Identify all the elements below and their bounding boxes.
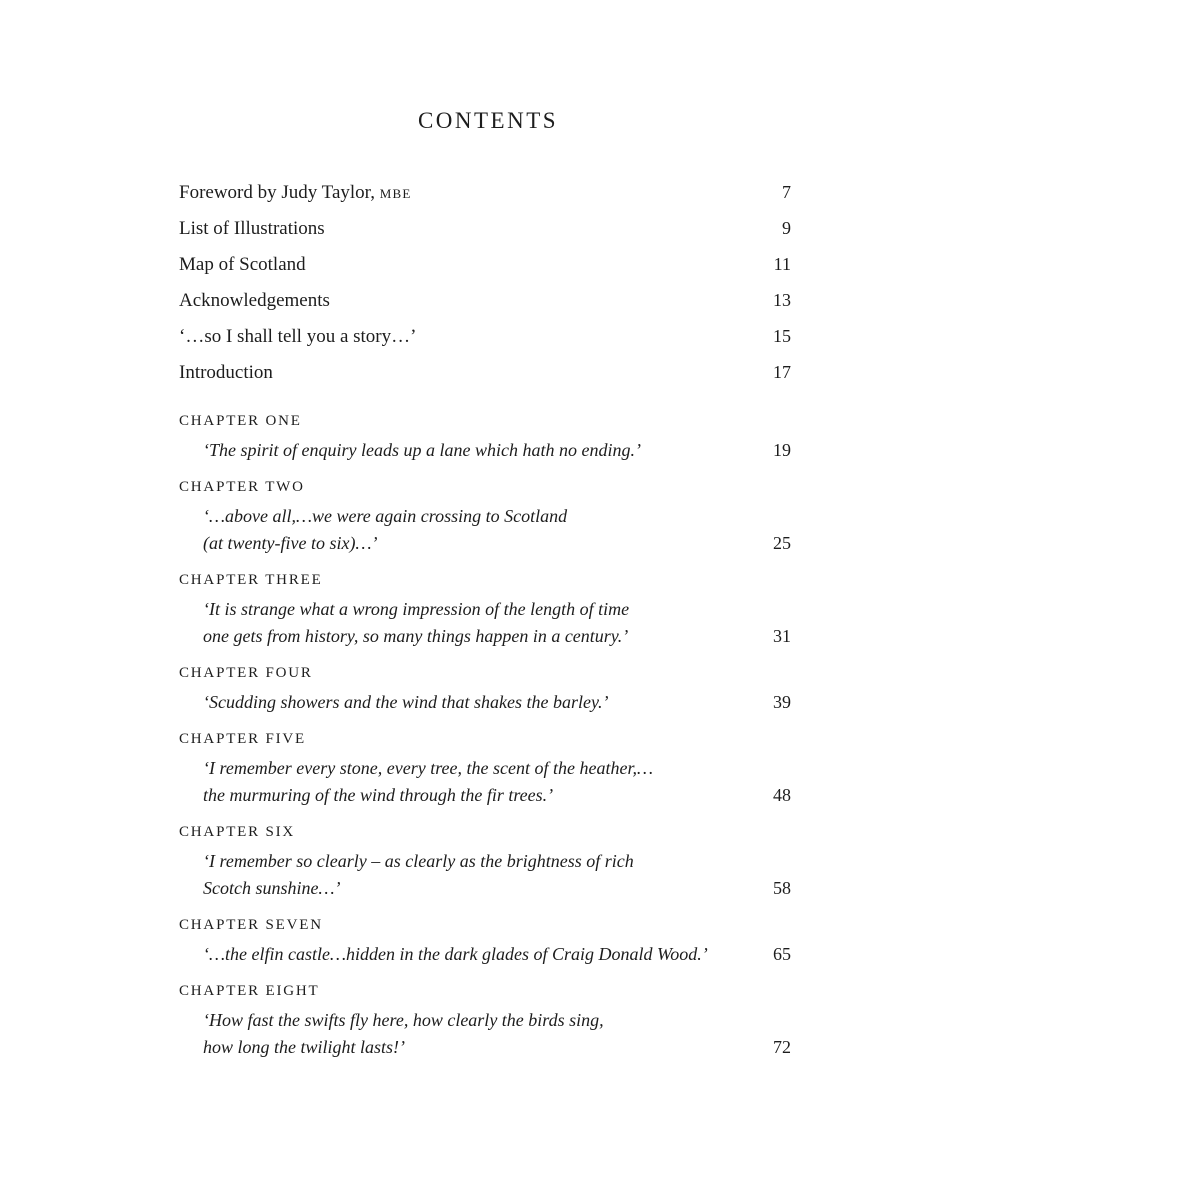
chapter-quote bbox=[203, 755, 723, 809]
toc-chapter-six[interactable] bbox=[179, 823, 791, 902]
chapter-heading: CHAPTER ONE bbox=[179, 413, 302, 429]
toc-entry-title: Acknowledgements bbox=[179, 290, 330, 311]
chapter-heading: CHAPTER FIVE bbox=[179, 731, 307, 747]
toc-page-number: 48 bbox=[773, 785, 791, 805]
page-title: CONTENTS bbox=[417, 108, 559, 133]
toc-page-number: 13 bbox=[773, 290, 791, 310]
chapter-quote-line: ‘Scudding showers and the wind that shakes the barley.’ bbox=[203, 692, 609, 712]
front-matter-list bbox=[179, 182, 791, 398]
toc-entry-title: ‘…so I shall tell you a story…’ bbox=[179, 326, 417, 347]
toc-page-number: 25 bbox=[773, 533, 791, 553]
table-of-contents bbox=[179, 182, 791, 1061]
chapter-quote-line: ‘The spirit of enquiry leads up a lane which hath no ending.’ bbox=[203, 440, 641, 460]
chapter-quote bbox=[203, 1007, 723, 1061]
toc-chapter-five[interactable] bbox=[179, 730, 791, 809]
toc-entry-suffix: MBE bbox=[379, 186, 412, 201]
chapter-quote-line: ‘I remember every stone, every tree, the scent of the heather,… bbox=[203, 758, 653, 778]
chapter-quote bbox=[203, 848, 723, 902]
toc-entry-title: List of Illustrations bbox=[179, 218, 325, 239]
toc-entry-title: Introduction bbox=[179, 362, 273, 383]
chapter-heading: CHAPTER TWO bbox=[179, 479, 305, 495]
chapter-quote bbox=[203, 689, 723, 716]
toc-entry-introduction[interactable] bbox=[179, 362, 791, 398]
chapter-quote bbox=[203, 437, 723, 464]
toc-entry-title: Map of Scotland bbox=[179, 254, 306, 275]
chapter-heading: CHAPTER THREE bbox=[179, 572, 323, 588]
toc-chapter-eight[interactable] bbox=[179, 982, 791, 1061]
toc-page-number: 58 bbox=[773, 878, 791, 898]
toc-page-number: 11 bbox=[773, 254, 791, 274]
toc-page-number: 9 bbox=[782, 218, 791, 238]
toc-chapter-one[interactable] bbox=[179, 412, 791, 464]
toc-page-number: 31 bbox=[773, 626, 791, 646]
chapter-heading: CHAPTER SIX bbox=[179, 824, 296, 840]
chapter-quote-line: one gets from history, so many things happen in a century.’ bbox=[203, 626, 629, 646]
toc-entry-foreword[interactable] bbox=[179, 182, 791, 218]
toc-page-number: 7 bbox=[782, 182, 791, 202]
chapter-quote-line: Scotch sunshine…’ bbox=[203, 878, 341, 898]
chapter-quote-line: ‘…above all,…we were again crossing to Scotland bbox=[203, 506, 568, 526]
toc-chapter-two[interactable] bbox=[179, 478, 791, 557]
chapter-quote bbox=[203, 503, 723, 557]
toc-chapter-four[interactable] bbox=[179, 664, 791, 716]
toc-page-number: 72 bbox=[773, 1037, 791, 1057]
toc-entry-title: Foreword by Judy Taylor, bbox=[179, 182, 380, 203]
toc-entry-story[interactable] bbox=[179, 326, 791, 362]
chapter-heading: CHAPTER FOUR bbox=[179, 665, 313, 681]
chapter-quote-line: ‘How fast the swifts fly here, how clearly the birds sing, bbox=[203, 1010, 604, 1030]
chapter-quote-line: ‘It is strange what a wrong impression of the length of time bbox=[203, 599, 630, 619]
chapter-heading: CHAPTER EIGHT bbox=[179, 983, 320, 999]
chapter-quote-line: ‘I remember so clearly – as clearly as the brightness of rich bbox=[203, 851, 634, 871]
toc-entry-list-of-illustrations[interactable] bbox=[179, 218, 791, 254]
toc-page-number: 15 bbox=[773, 326, 791, 346]
toc-page-number: 19 bbox=[773, 440, 791, 460]
toc-page-number: 39 bbox=[773, 692, 791, 712]
chapter-quote bbox=[203, 596, 723, 650]
toc-chapter-seven[interactable] bbox=[179, 916, 791, 968]
chapter-quote-line: the murmuring of the wind through the fir trees.’ bbox=[203, 785, 554, 805]
toc-entry-map-of-scotland[interactable] bbox=[179, 254, 791, 290]
toc-chapter-three[interactable] bbox=[179, 571, 791, 650]
chapter-quote-line: (at twenty-five to six)…’ bbox=[203, 533, 378, 553]
chapter-quote bbox=[203, 941, 723, 968]
toc-page-number: 65 bbox=[773, 944, 791, 964]
toc-entry-acknowledgements[interactable] bbox=[179, 290, 791, 326]
toc-page-number: 17 bbox=[773, 362, 791, 382]
chapter-quote-line: how long the twilight lasts!’ bbox=[203, 1037, 406, 1057]
chapter-heading: CHAPTER SEVEN bbox=[179, 917, 323, 933]
chapter-list bbox=[179, 412, 791, 1061]
chapter-quote-line: ‘…the elfin castle…hidden in the dark glades of Craig Donald Wood.’ bbox=[203, 944, 708, 964]
